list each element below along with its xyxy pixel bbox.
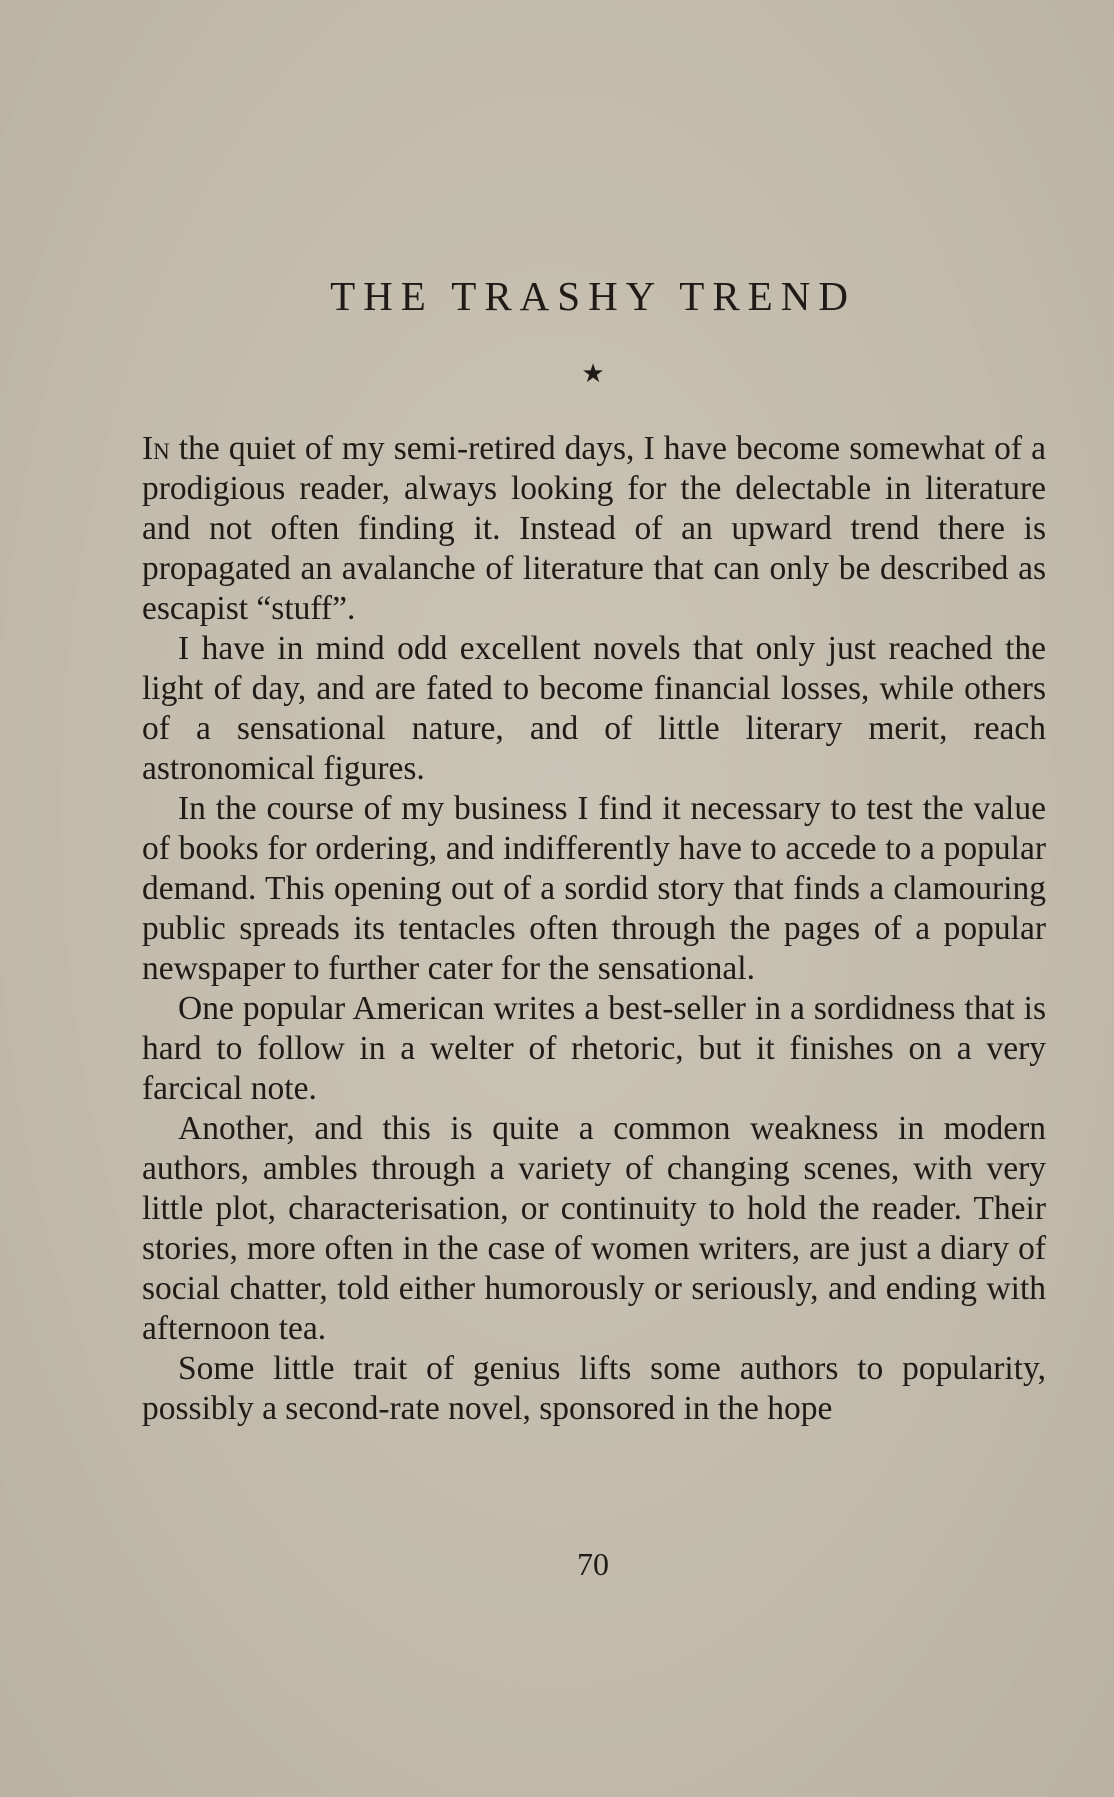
chapter-body [142, 429, 1046, 1429]
paragraph-2: I have in mind odd excellent novels that only just reached the light of day, and are fated to become financial losses, while others of a sensational nature, and of little literary merit, reach astronomical figures. [142, 630, 1046, 787]
paragraph-3: In the course of my business I find it necessary to test the value of books for ordering, and indifferently have to accede to a popular demand. This opening out of a sordid story that finds a clamouring public spreads its tentacles often through the pages of a popular newspaper to further cater for the sensational. [142, 790, 1046, 987]
star-ornament-icon: ★ [581, 359, 605, 388]
page-number: 70 [577, 1546, 609, 1582]
paragraph-6: Some little trait of genius lifts some authors to popularity, possibly a second-rate novel, sponsored in the hope [142, 1350, 1046, 1427]
paragraph-5: Another, and this is quite a common weakness in modern authors, ambles through a variety of changing scenes, with very little plot, characterisation, or continuity to hold the reader. Their stories, more often in the case of women writers, are just a diary of social chatter, told either humorously or seriously, and ending with afternoon tea. [142, 1110, 1046, 1347]
paragraph-4: One popular American writes a best-seller in a sordidness that is hard to follow in a welter of rhetoric, but it finishes on a very farcical note. [142, 990, 1046, 1107]
chapter-title: THE TRASHY TREND [330, 273, 856, 319]
paragraph-1 [142, 429, 1046, 629]
paragraph-text: the quiet of my semi-retired days, I have become somewhat of a prodigious reader, always looking for the delectable in literature and not often finding it. Instead of an upward trend there is propagated an avalanche of literature that can only be described as escapist “stuff”. [142, 430, 1046, 627]
opening-small-caps: In [142, 430, 170, 467]
